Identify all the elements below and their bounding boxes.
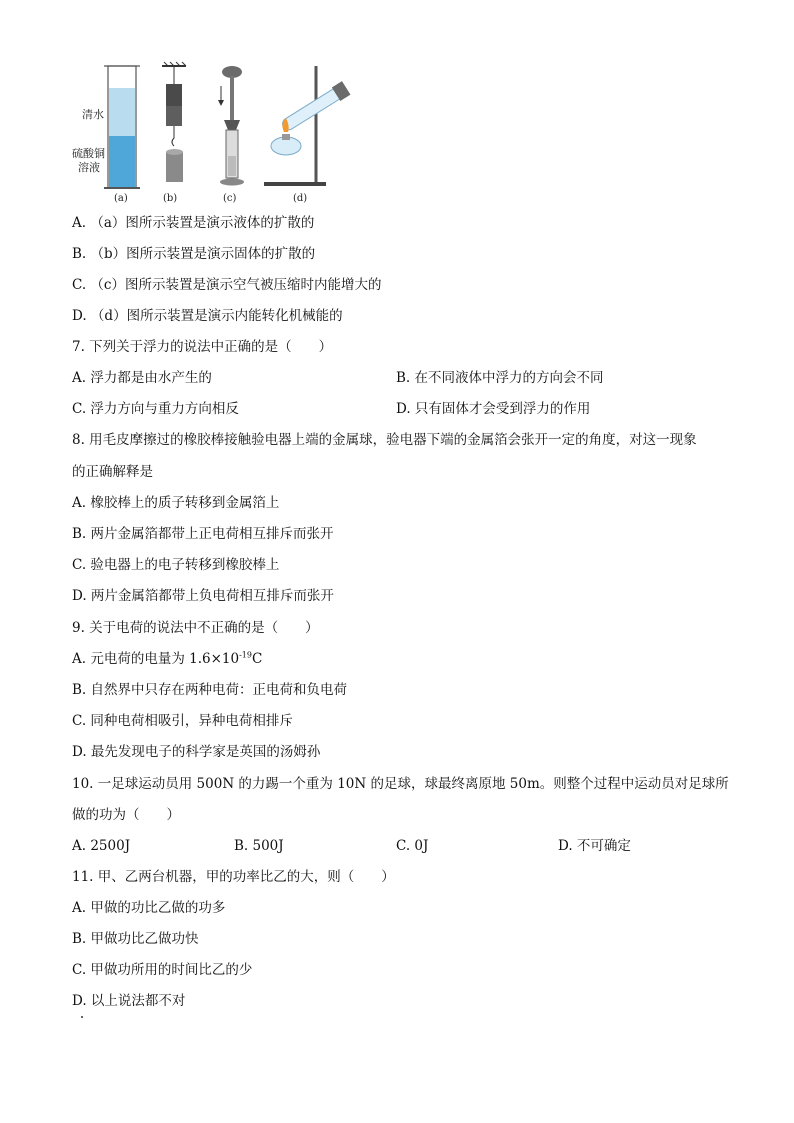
q9-option-c: C. 同种电荷相吸引，异种电荷相排斥 [72,713,293,729]
q10-option-c: C. 0J [396,838,429,854]
q8-option-a: A. 橡胶棒上的质子转移到金属箔上 [72,495,280,511]
q9-option-d: D. 最先发现电子的科学家是英国的汤姆孙 [72,744,321,760]
q8-option-b: B. 两片金属箔都带上正电荷相互排斥而张开 [72,526,334,542]
solution-label-1: 硫酸铜 [72,147,105,160]
lead-blocks-apparatus [162,62,186,204]
q8-option-c: C. 验电器上的电子转移到橡胶棒上 [72,557,280,573]
label-c: (c) [223,193,237,204]
label-d: (d) [293,193,308,204]
q7-option-a: A. 浮力都是由水产生的 [72,370,212,386]
solution-label-2: 溶液 [78,161,100,174]
q9-option-a-text: A. 元电荷的电量为 1.6×10 [72,651,240,667]
q8-option-d: D. 两片金属箔都带上负电荷相互排斥而张开 [72,588,334,604]
cylinder-apparatus [72,66,140,204]
q11-option-b: B. 甲做功比乙做功快 [72,931,199,947]
q8-stem-line2: 的正确解释是 [72,464,153,480]
q9-option-a [72,650,262,668]
q9-stem: 9. 关于电荷的说法中不正确的是（ ） [72,620,319,636]
q10-stem-line1: 10. 一足球运动员用 500N 的力踢一个重为 10N 的足球，球最终离原地 50m。则整个过程中运动员对足球所 [72,776,729,792]
water-layer [109,88,135,136]
experiment-figure [64,58,374,208]
q6-option-d: D. （d）图所示装置是演示内能转化机械能的 [72,308,343,324]
q11-stem: 11. 甲、乙两台机器，甲的功率比乙的大，则（ ） [72,869,395,885]
q9-option-b: B. 自然界中只存在两种电荷：正电荷和负电荷 [72,682,348,698]
q6-option-b: B. （b）图所示装置是演示固体的扩散的 [72,246,316,262]
label-b: (b) [163,193,178,204]
q10-option-d: D. 不可确定 [558,838,631,854]
q7-stem: 7. 下列关于浮力的说法中正确的是（ ） [72,339,333,355]
q10-option-a: A. 2500J [72,838,131,854]
q6-option-c: C. （c）图所示装置是演示空气被压缩时内能增大的 [72,277,382,293]
heating-apparatus [264,66,350,204]
q11-option-c: C. 甲做功所用的时间比乙的少 [72,962,253,978]
q9-option-a-exponent: -19 [239,650,252,660]
q7-option-d: D. 只有固体才会受到浮力的作用 [396,401,591,417]
q7-option-c: C. 浮力方向与重力方向相反 [72,401,239,417]
compression-apparatus [218,66,244,204]
water-label: 清水 [82,108,104,121]
q11-option-d: D. 以上说法都不对 [72,993,186,1009]
q6-option-a: A. （a）图所示装置是演示液体的扩散的 [72,215,315,231]
copper-sulfate-layer [109,136,135,187]
q8-stem-line1: 8. 用毛皮摩擦过的橡胶棒接触验电器上端的金属球，验电器下端的金属箔会张开一定的角度，对这一现象 [72,432,697,448]
q10-stem-line2: 做的功为（ ） [72,807,180,823]
q10-option-b: B. 500J [234,838,284,854]
q9-option-a-unit: C [251,651,263,667]
q7-option-b: B. 在不同液体中浮力的方向会不同 [396,370,604,386]
stray-dot [81,1016,83,1018]
q11-option-a: A. 甲做的功比乙做的功多 [72,900,226,916]
experiment-figure-svg [64,58,374,208]
label-a: (a) [114,193,128,204]
